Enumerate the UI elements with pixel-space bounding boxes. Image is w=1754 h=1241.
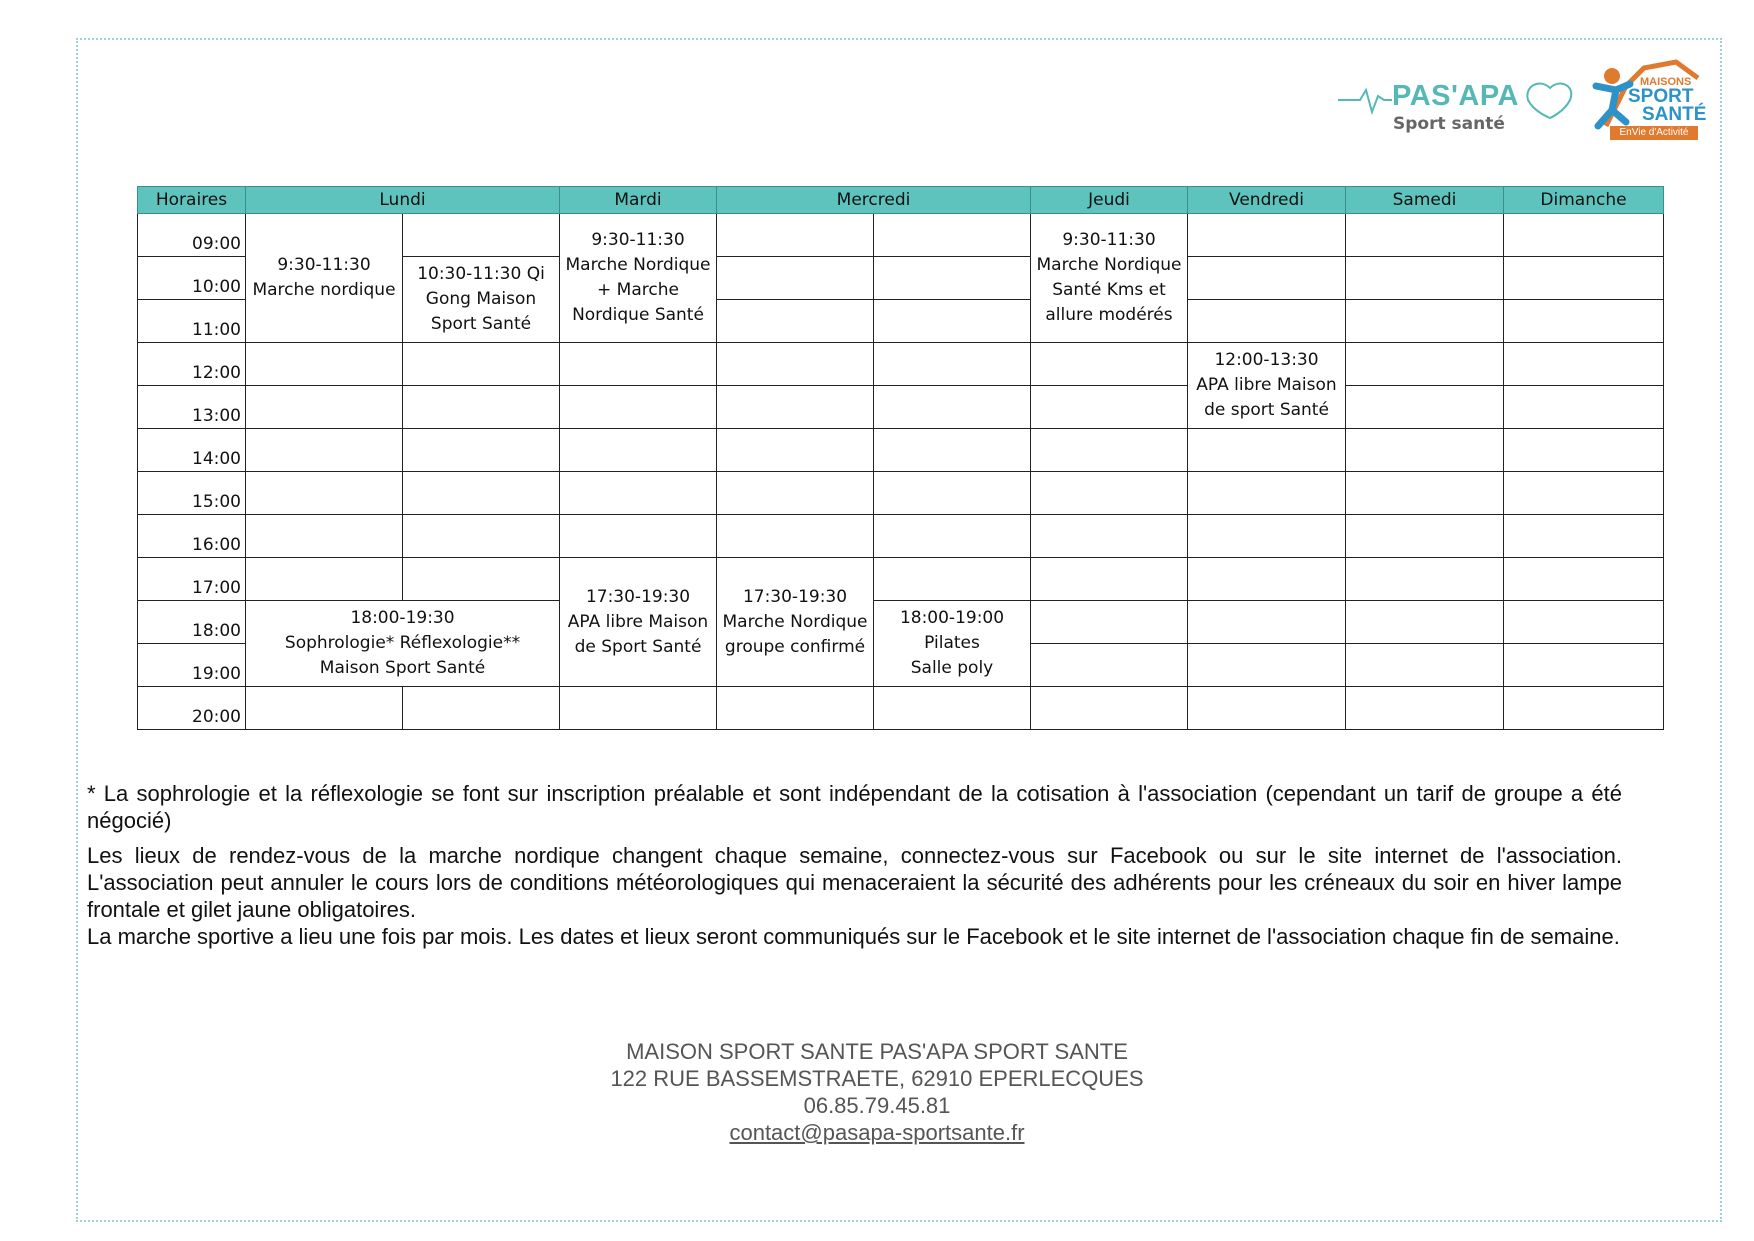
time-cell: 10:00 (138, 257, 246, 300)
note-marche-sportive: La marche sportive a lieu une fois par mois. Les dates et lieux seront communiqués sur le Facebook et le site internet de l'association chaque fin de semaine. (87, 924, 1620, 949)
contact-footer (0, 1038, 1754, 1146)
mss-tagline: EnVie d'Activité (1610, 126, 1698, 140)
event-lundi-sophrologie: 18:00-19:30 Sophrologie* Réflexologie** Maison Sport Santé (246, 601, 560, 687)
table-row (138, 343, 1664, 386)
note-sophrologie: * La sophrologie et la réflexologie se font sur inscription préalable et sont indépendant de la cotisation à l'association (cependant un tarif de groupe a été négocié) (87, 781, 1622, 833)
header-row (138, 187, 1664, 214)
table-row (138, 515, 1664, 558)
header-mercredi: Mercredi (717, 187, 1031, 214)
table-row (138, 601, 1664, 644)
maisons-sport-sante-logo (1586, 56, 1707, 140)
event-mardi-apa-libre: 17:30-19:30 APA libre Maison de Sport Santé (560, 558, 717, 687)
notes-section (87, 780, 1622, 958)
pasapa-title: PAS'APA (1392, 80, 1519, 112)
time-cell: 13:00 (138, 386, 246, 429)
mss-sport-text: SPORT (1628, 86, 1694, 107)
time-cell: 17:00 (138, 558, 246, 601)
table-row (138, 472, 1664, 515)
time-cell: 19:00 (138, 644, 246, 687)
mss-sante-text: SANTÉ (1642, 104, 1707, 125)
event-mercredi-pilates: 18:00-19:00 Pilates Salle poly (874, 601, 1031, 687)
event-lundi-qi-gong: 10:30-11:30 Qi Gong Maison Sport Santé (403, 257, 560, 343)
time-cell: 12:00 (138, 343, 246, 386)
table-row (138, 429, 1664, 472)
time-cell: 11:00 (138, 300, 246, 343)
time-cell: 16:00 (138, 515, 246, 558)
pasapa-subtitle: Sport santé (1393, 114, 1505, 134)
header-samedi: Samedi (1346, 187, 1504, 214)
footer-phone: 06.85.79.45.81 (803, 1093, 951, 1118)
note-marche-nordique: Les lieux de rendez-vous de la marche nordique changent chaque semaine, connectez-vous sur Facebook ou sur le site internet de l'association. L'association peut annuler le cours lors de conditions météorologiques qui menaceraient la sécurité des adhérents pour les créneaux du soir en hiver lampe frontale et gilet jaune obligatoires. (87, 843, 1622, 922)
time-cell: 14:00 (138, 429, 246, 472)
event-mardi-marche-nordique: 9:30-11:30 Marche Nordique + Marche Nordique Santé (560, 214, 717, 343)
table-row (138, 558, 1664, 601)
time-cell: 15:00 (138, 472, 246, 515)
time-cell: 20:00 (138, 687, 246, 730)
header-lundi: Lundi (246, 187, 560, 214)
mss-maisons-text: MAISONS (1640, 76, 1692, 88)
event-jeudi-marche-nordique: 9:30-11:30 Marche Nordique Santé Kms et allure modérés (1031, 214, 1188, 343)
header-mardi: Mardi (560, 187, 717, 214)
header-horaires: Horaires (138, 187, 246, 214)
table-row (138, 687, 1664, 730)
time-cell: 09:00 (138, 214, 246, 257)
footer-email-link[interactable]: contact@pasapa-sportsante.fr (729, 1120, 1025, 1145)
time-cell: 18:00 (138, 601, 246, 644)
footer-org-name: MAISON SPORT SANTE PAS'APA SPORT SANTE (626, 1039, 1128, 1064)
table-row (138, 214, 1664, 257)
header-dimanche: Dimanche (1504, 187, 1664, 214)
footer-address: 122 RUE BASSEMSTRAETE, 62910 EPERLECQUES (610, 1066, 1144, 1091)
header-vendredi: Vendredi (1188, 187, 1346, 214)
event-vendredi-apa-libre: 12:00-13:30 APA libre Maison de sport Santé (1188, 343, 1346, 429)
pasapa-logo (1338, 78, 1574, 140)
event-lundi-marche-nordique: 9:30-11:30 Marche nordique (246, 214, 403, 343)
table-row (138, 386, 1664, 429)
event-mercredi-marche-nordique: 17:30-19:30 Marche Nordique groupe confirmé (717, 558, 874, 687)
header-jeudi: Jeudi (1031, 187, 1188, 214)
schedule-table (137, 186, 1664, 730)
